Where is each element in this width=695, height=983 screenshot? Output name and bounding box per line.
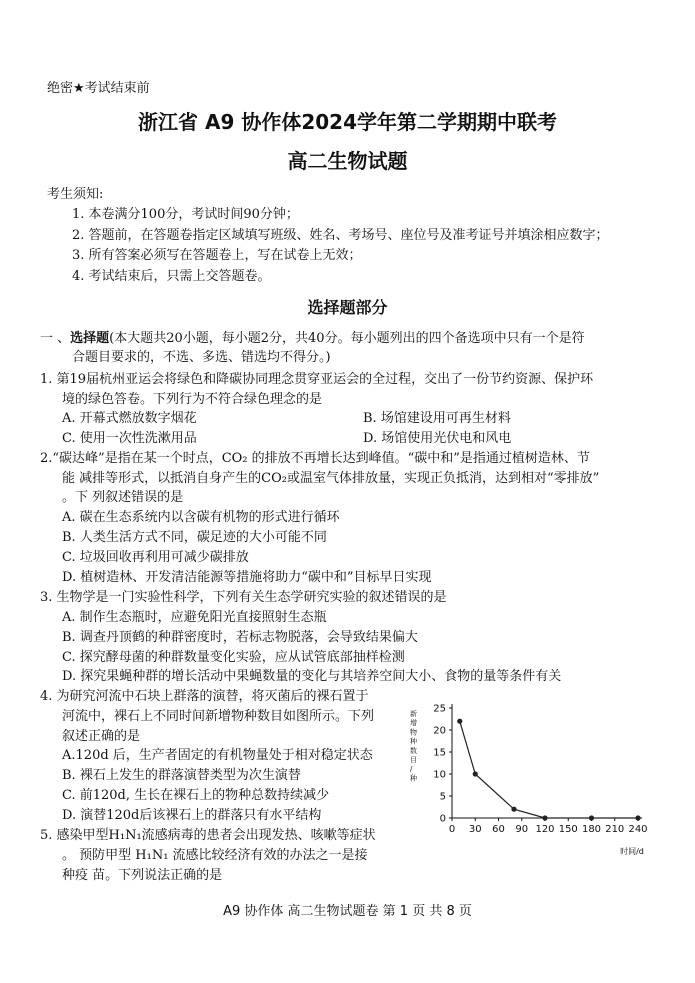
series-polyline: [460, 721, 638, 818]
q1-option-c: C. 使用一次性洗漱用品: [62, 431, 197, 446]
y-axis-label-char: 增: [410, 719, 417, 728]
q2-option-d: D. 植树造林、开发清洁能源等措施将助力“碳中和”目标早日实现: [62, 570, 432, 585]
y-axis-label-char: 种: [410, 774, 417, 783]
q4-stem-line1: 4. 为研究河流中石块上群落的演替，将灭菌后的裸石置于: [40, 689, 369, 704]
q4-option-d: D. 演替120d后该裸石上的群落只有水平结构: [62, 808, 322, 823]
x-axis-label: 时间/d: [620, 847, 644, 856]
notice-item-1: 1. 本卷满分100分，考试时间90分钟；: [72, 207, 299, 222]
series-points: [457, 719, 640, 821]
x-tick-label: 180: [581, 824, 602, 835]
q4-option-c: C. 前120d, 生长在裸石上的物种总数持续减少: [62, 788, 330, 803]
confidential-label: 绝密★考试结束前: [47, 81, 150, 96]
x-tick-label: 60: [492, 824, 505, 835]
y-axis-ticks: [433, 704, 452, 825]
species-count-chart: [400, 698, 655, 860]
q5-stem-line1: 5. 感染甲型H₁N₁流感病毒的患者会出现发热、咳嗽等症状: [40, 828, 376, 843]
page-footer: A9 协作体 高二生物试题卷 第 1 页 共 8 页: [223, 904, 472, 919]
q2-option-a: A. 碳在生态系统内以含碳有机物的形式进行循环: [62, 510, 340, 525]
section-intro-line1: (本大题共20小题，每小题2分，共40分。每小题列出的四个备选项中只有一个是符: [109, 331, 585, 346]
exam-title: 浙江省 A9 协作体2024学年第二学期期中联考: [138, 110, 557, 134]
y-axis-label: [410, 709, 417, 782]
q3-option-b: B. 调查丹顶鹤的种群密度时，若标志物脱落，会导致结果偏大: [62, 630, 418, 645]
section-intro: [40, 329, 585, 349]
q1-option-b: B. 场馆建设用可再生材料: [363, 411, 511, 426]
y-tick-label: 20: [433, 725, 446, 737]
y-tick-label: 25: [433, 703, 446, 715]
exam-subtitle: 高二生物试题: [287, 149, 408, 173]
data-point: [511, 807, 516, 812]
q4-option-a: A.120d 后，生产者固定的有机物量处于相对稳定状态: [62, 748, 373, 763]
q3-option-a: A. 制作生态瓶时，应避免阳光直接照射生态瓶: [62, 610, 327, 625]
notice-item-3: 3. 所有答案必须写在答题卷上，写在试卷上无效；: [72, 248, 362, 263]
y-tick-label: 15: [433, 747, 446, 759]
q5-stem-line2: 。 预防甲型 H₁N₁ 流感比较经济有效的办法之一是接: [62, 848, 368, 863]
y-axis-label-char: 数: [410, 746, 417, 755]
q4-stem-line3: 叙述正确的是: [62, 729, 141, 744]
q3-stem-line1: 3. 生物学是一门实验性科学，下列有关生态学研究实验的叙述错误的是: [40, 590, 447, 605]
q4-option-b: B. 裸石上发生的群落演替类型为次生演替: [62, 768, 301, 783]
q2-stem-line1: 2.“碳达峰”是指在某一个时点，CO₂ 的排放不再增长达到峰值。“碳中和”是指通过植树造林、节: [40, 451, 590, 466]
q3-option-d: D. 探究果蝇种群的增长活动中果蝇数量的变化与其培养空间大小、食物的量等条件有关: [62, 669, 562, 684]
data-point: [457, 719, 462, 724]
q1-option-d: D. 场馆使用光伏电和风电: [363, 431, 512, 446]
q3-option-c: C. 探究酵母菌的种群数量变化实验，应从试管底部抽样检测: [62, 650, 405, 665]
y-axis-label-char: 种: [410, 737, 417, 746]
notice-item-4: 4. 考试结束后，只需上交答题卷。: [72, 269, 271, 284]
y-axis-label-char: 目: [410, 756, 417, 764]
notice-heading: 考生须知:: [47, 187, 104, 202]
x-tick-label: 30: [468, 824, 482, 835]
q1-stem-line2: 境的绿色答卷。下列行为不符合绿色理念的是: [62, 392, 323, 407]
q2-option-c: C. 垃圾回收再利用可减少碳排放: [62, 550, 249, 565]
section-intro-prefix: 一 、: [40, 331, 71, 346]
section-intro-line2: 合题目要求的，不选、多选、错选均不得分。): [72, 350, 331, 365]
y-tick-label: 0: [439, 813, 446, 825]
y-axis-label-char: 物: [410, 728, 417, 737]
q4-stem-line2: 河流中，裸石上不同时间新增物种数目如图所示。下列: [62, 709, 375, 724]
y-axis-label-char: /: [410, 765, 413, 774]
x-tick-label: 120: [535, 824, 555, 835]
x-tick-label: 240: [628, 824, 648, 835]
chart-axes: [452, 704, 642, 818]
x-axis-ticks: [449, 818, 648, 835]
section-intro-bold: 选择题: [70, 331, 110, 346]
y-axis-label-char: 新: [410, 710, 417, 718]
x-tick-label: 150: [558, 824, 578, 835]
data-point: [635, 815, 640, 820]
notice-item-2: 2. 答题前，在答题卷指定区域填写班级、姓名、考场号、座位号及准考证号并填涂相应数字；: [72, 228, 609, 243]
q1-option-a: A. 开幕式燃放数字烟花: [62, 411, 197, 426]
q2-stem-line3: 。下 列叙述错误的是: [62, 490, 184, 505]
x-tick-label: 90: [515, 824, 529, 835]
q2-option-b: B. 人类生活方式不同，碳足迹的大小可能不同: [62, 530, 327, 545]
data-point: [542, 815, 547, 820]
data-point: [473, 771, 478, 776]
section-title: 选择题部分: [307, 298, 388, 317]
series-line: [460, 721, 638, 818]
x-tick-label: 210: [605, 824, 625, 835]
q5-stem-line3: 种疫 苗。下列说法正确的是: [62, 868, 223, 883]
y-tick-label: 5: [439, 791, 446, 803]
q2-stem-line2: 能 减排等形式，以抵消自身产生的CO₂或温室气体排放量，实现正负抵消，达到相对“零排放”: [62, 471, 600, 486]
data-point: [589, 815, 594, 820]
x-tick-label: 0: [448, 824, 456, 835]
y-tick-label: 10: [433, 769, 446, 781]
q1-stem-line1: 1. 第19届杭州亚运会将绿色和降碳协同理念贯穿亚运会的全过程，交出了一份节约资源、保护环: [40, 372, 594, 387]
